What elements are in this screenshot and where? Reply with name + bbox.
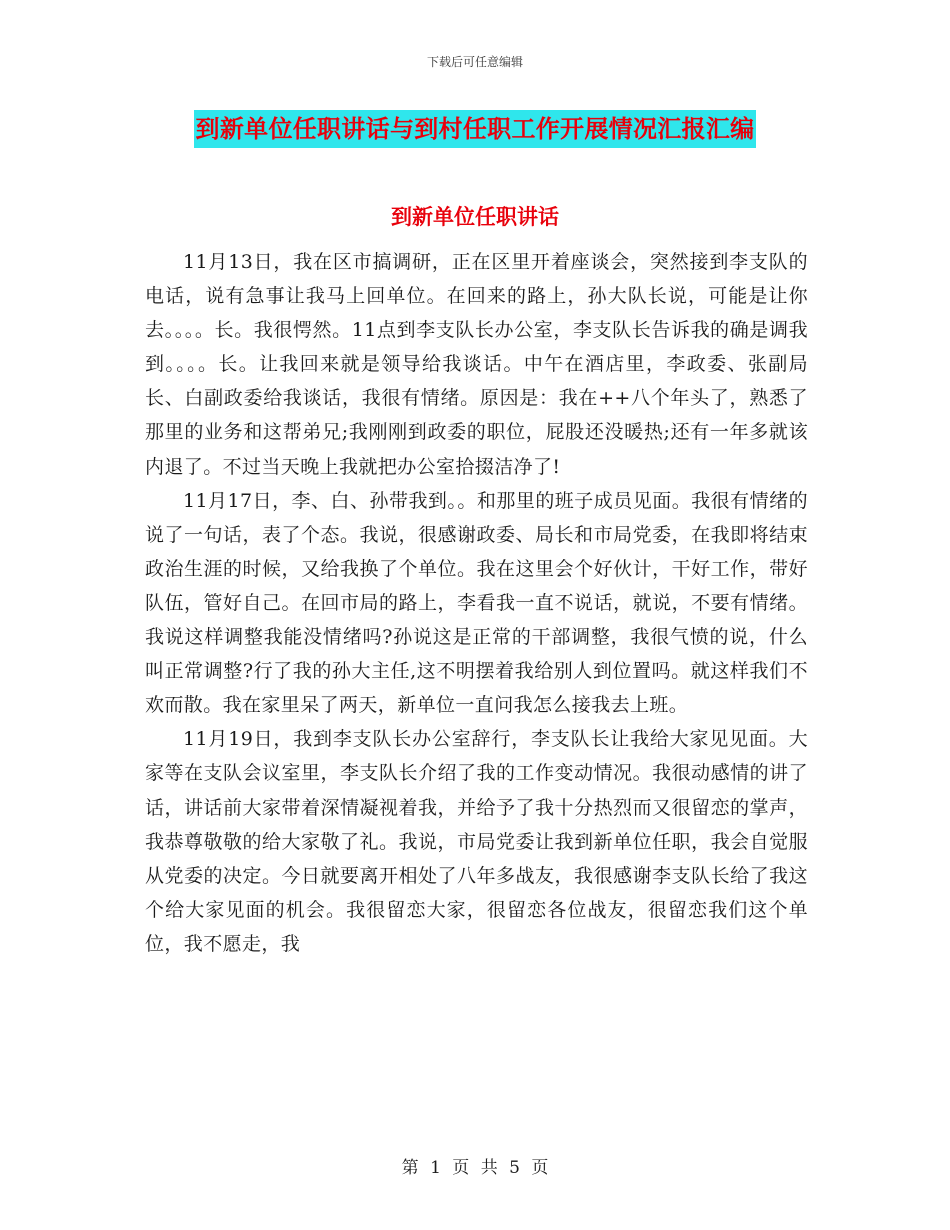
page-header-note: 下载后可任意编辑 [426, 55, 523, 69]
document-body [145, 245, 808, 961]
page-number: 第 1 页 共 5 页 [401, 1158, 549, 1178]
body-paragraph: 11月13日，我在区市搞调研，正在区里开着座谈会，突然接到李支队的电话，说有急事让我马上回单位。在回来的路上，孙大队长说，可能是让你去。。。。长。我很愕然。11点到李支队长办公室，李支队长告诉我的确是调我到。。。。长。让我回来就是领导给我谈话。中午在酒店里，李政委、张副局长、白副政委给我谈话，我很有情绪。原因是：我在++八个年头了，熟悉了那里的业务和这帮弟兄;我刚刚到政委的职位，屁股还没暖热;还有一年多就该内退了。不过当天晚上我就把办公室拾掇洁净了! [145, 251, 808, 478]
section-title: 到新单位任职讲话 [391, 205, 559, 229]
body-paragraph: 11月19日，我到李支队长办公室辞行，李支队长让我给大家见见面。大家等在支队会议室里，李支队长介绍了我的工作变动情况。我很动感情的讲了话，讲话前大家带着深情凝视着我，并给予了我十分热烈而又很留恋的掌声，我恭尊敬敬的给大家敬了礼。我说，市局党委让我到新单位任职，我会自觉服从党委的决定。今日就要离开相处了八年多战友，我很感谢李支队长给了我这个给大家见面的机会。我很留恋大家，很留恋各位战友，很留恋我们这个单位，我不愿走，我 [145, 728, 808, 955]
document-title: 到新单位任职讲话与到村任职工作开展情况汇报汇编 [194, 110, 757, 148]
document-title-container [0, 110, 950, 148]
body-paragraph: 11月17日，李、白、孙带我到。。和那里的班子成员见面。我很有情绪的说了一句话，表了个态。我说，很感谢政委、局长和市局党委，在我即将结束政治生涯的时候，又给我换了个单位。我在这里会个好伙计，干好工作，带好队伍，管好自己。在回市局的路上，李看我一直不说话，就说，不要有情绪。我说这样调整我能没情绪吗?孙说这是正常的干部调整，我很气愤的说，什么叫正常调整?行了我的孙大主任,这不明摆着我给别人到位置吗。就这样我们不欢而散。我在家里呆了两天，新单位一直问我怎么接我去上班。 [145, 489, 808, 717]
